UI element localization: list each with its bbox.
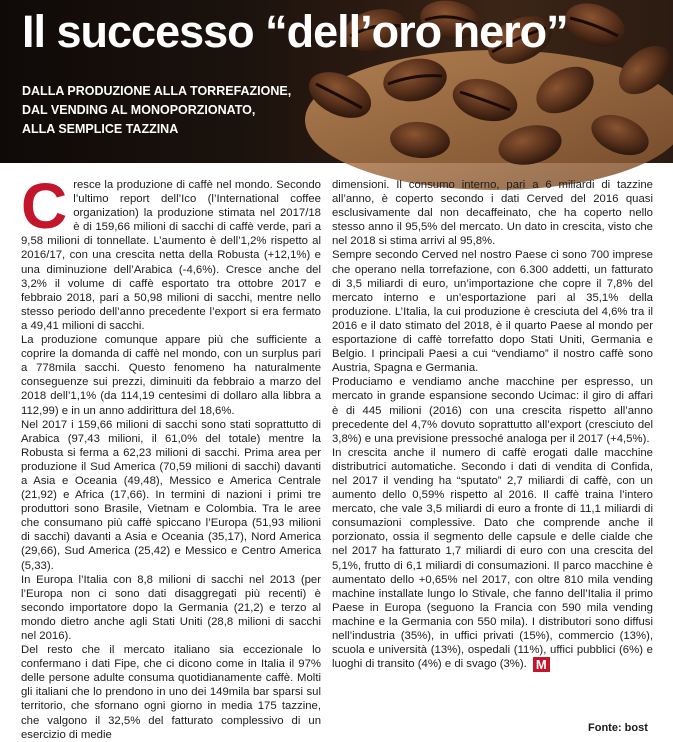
paragraph: dimensioni. Il consumo interno, pari a 6 miliardi di tazzine all’anno, è coperto secondo i dati Cerved del 2016 quasi esclusivamente dal non decaffeinato, che ha coperto nello stesso anno il 95,5% del mercato. Un dato in crescita, visto che nel 2018 si stima arrivi al 95,8%. [332,179,653,248]
subtitle-line: ALLA SEMPLICE TAZZINA [22,122,179,136]
page-title: Il successo “dell’oro nero” [22,6,568,57]
subtitle [22,82,352,139]
magazine-logo-icon: M [533,657,550,672]
paragraph: In Europa l’Italia con 8,8 milioni di sacchi nel 2013 (per l’Europa non ci sono dati disaggregati più recenti) è secondo importatore dopo la Germania (21,2) e terzo al mondo dietro anche agli Stati Uniti (28,8 milioni di sacchi nel 2016). [21,573,321,642]
paragraph: La produzione comunque appare più che sufficiente a coprire la domanda di caffè nel mondo, con un surplus pari a 778mila sacchi. Questo fenomeno ha naturalmente conseguenze sui prezzi, diminuiti da febbraio a marzo del 2018 dell’1,1% (da 114,19 centesimi di dollaro alla libbra a 112,99) e in un anno addirittura del 18,6%. [21,334,321,417]
subtitle-line: DALLA PRODUZIONE ALLA TORREFAZIONE, [22,84,292,98]
hero-banner [0,0,673,163]
paragraph: Del resto che il mercato italiano sia eccezionale lo confermano i dati Fipe, che ci dicono come in Italia il 97% delle persone adulte consuma quotidianamente caffè. Molti gli italiani che lo prendono in uno dei 149mila bar sparsi sul territorio, che sfornano ogni giorno in media 175 tazzine, che valgono il 32,5% del fatturato complessivo di un esercizio di medie [21,644,321,741]
subtitle-line: DAL VENDING AL MONOPORZIONATO, [22,103,256,117]
drop-cap: C [21,170,68,242]
paragraph: Nel 2017 i 159,66 milioni di sacchi sono stati soprattutto di Arabica (97,43 milioni, il 61,0% del totale) mentre la Robusta si ferma a 62,23 milioni di sacchi. Prima area per produzione il Sud America (70,59 milioni di sacchi) davanti a Asia e Oceania (49,48), Messico e America Centrale (21,92) e Africa (17,66). In termini di nazioni i primi tre produttori sono Brasile, Vietnam e Colombia. Tra le aree che consumano più caffè spiccano l’Europa (51,93 milioni di sacchi) davanti a Asia e Oceania (35,17), Nord America (29,66), Sud America (25,42) e Messico e Centro America (5,33). [21,418,321,572]
left-column [21,170,321,742]
right-column [332,178,653,672]
paragraph: Produciamo e vendiamo anche macchine per espresso, un mercato in grande espansione secondo Ucimac: il giro di affari è di 445 milioni (2016) con una crescita rispetto all’anno precedente del 4,7% dovuto soprattutto all’export (cresciuto del 3,8%) e una previsione pressoché analoga per il 2017 (+4,5%). [332,376,653,445]
paragraph: In crescita anche il numero di caffè erogati dalle macchine distributrici automatiche. Secondo i dati di vendita di Confida, nel 2017 il vending ha “sputato” 2,7 miliardi di caffè, con un aumento dello 0,59% rispetto al 2016. Il caffè traina l’intero mercato, che vale 3,5 miliardi di euro a fronte di 11,1 miliardi di consumazioni complessive. Dato che comprende anche il porzionato, ossia il segmento delle capsule e delle cialde che nel 2017 ha fatturato 1,7 miliardi di euro con una crescita del 5,1%, frutto di 6,1 miliardi di consumazioni. Il parco macchine è aumentato dello +0,65% nel 2017, con oltre 810 mila vending machine installate lungo lo Stivale, che fanno dell’Italia il primo Paese in Europa (seguono la Francia con 590 mila vending machine e la Germania con 550 mila). I distributori sono diffusi nell’industria (35%), in uffici privati (15%), commercio (13%), scuola e università (13%), ospedali (11%), uffici pubblici (6%) e luoghi di transito (4%) e di svago (3%). M [332,446,653,673]
source-credit: Fonte: bost [588,722,648,734]
left-column-frame [21,170,321,741]
paragraph: Cresce la produzione di caffè nel mondo. Secondo l’ultimo report dell’Ico (l’International coffee organization) la produzione stimata nel 2017/18 è di 159,66 milioni di sacchi di caffè verde, pari a 9,58 milioni di tonnellate. L’aumento è dell’1,2% rispetto al 2016/17, con una crescita netta della Robusta (+12,1%) e una diminuzione dell’Arabica (-4,6%). Cresce anche del 3,2% il volume di caffè esportato tra ottobre 2017 e febbraio 2018, pari a 50,98 milioni di sacchi, mentre nello stesso periodo dell’anno precedente l’export si era fermato a 49,41 milioni di sacchi. [21,170,321,332]
paragraph: Sempre secondo Cerved nel nostro Paese ci sono 700 imprese che operano nella torrefazione, con 6.300 addetti, un fatturato di 3,5 miliardi di euro, un’importazione che copre il 7,8% del mercato interno e un’esportazione pari al 35,1% della produzione. L’Italia, la cui produzione è cresciuta del 4,6% tra il 2016 e il dato stimato del 2018, è il quarto Paese al mondo per esportazione di caffè torrefatto dopo Stati Uniti, Germania e Belgio. I principali Paesi a cui “vendiamo” il nostro caffè sono Austria, Spagna e Germania. [332,249,653,375]
